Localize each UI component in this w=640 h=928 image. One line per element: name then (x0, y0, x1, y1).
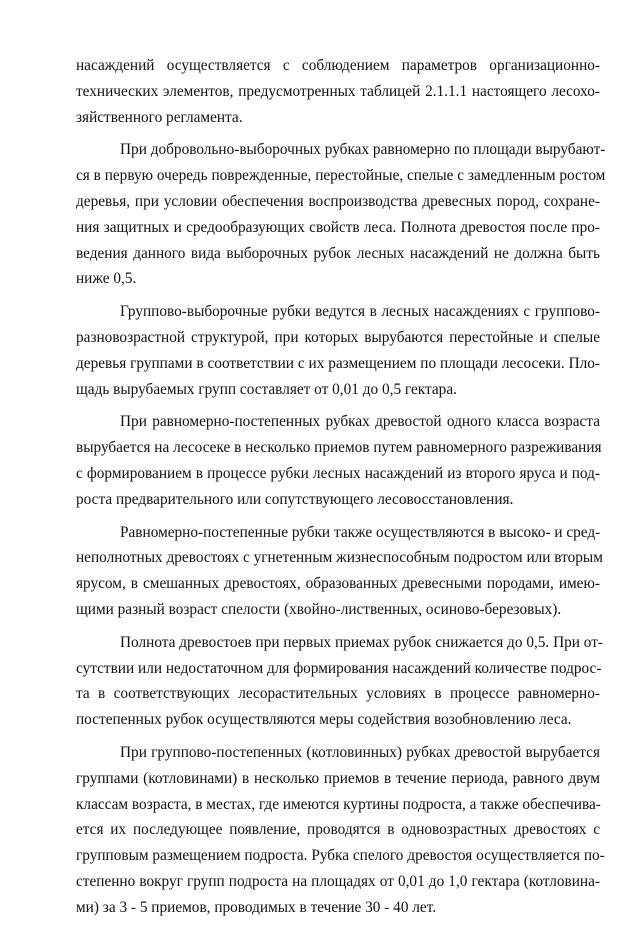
paragraph-5 (76, 520, 603, 623)
paragraph-6 (76, 630, 604, 733)
text-line: степенно вокруг групп подроста на площадях от 0,01 до 1,0 гектара (котловина- (76, 872, 600, 890)
text-line: При равномерно-постепенных рубках древостой одного класса возраста (120, 413, 600, 431)
text-line: разновозрастной структурой, при которых вырубаются перестойные и спелые (76, 328, 600, 346)
text-line: ниже 0,5. (76, 270, 137, 288)
paragraph-1 (76, 53, 600, 130)
document-body (76, 53, 606, 928)
text-line: ведения данного вида выборочных рубок лесных насаждений не должна быть (76, 244, 600, 262)
paragraph-7 (76, 740, 605, 921)
paragraph-2 (76, 137, 606, 292)
text-line: сутствии или недостаточном для формирования насаждений количестве подрос- (76, 659, 602, 677)
text-line: ся в первую очередь поврежденные, перестойные, спелые с замедленным ростом (76, 167, 606, 185)
text-line: При группово-постепенных (котловинных) рубках древостой вырубается (120, 743, 600, 761)
text-line: щими разный возраст спелости (хвойно-лиственных, осиново-березовых). (76, 600, 562, 618)
text-line: роста предварительного или сопутствующего лесовосстановления. (76, 490, 514, 508)
text-line: вырубается на лесосеке в несколько приемов путем равномерного разреживания (76, 439, 602, 457)
text-line: ния защитных и средообразующих свойств леса. Полнота древостоя после про- (76, 218, 600, 236)
text-line: классам возраста, в местах, где имеются куртины подроста, а также обеспечива- (76, 795, 601, 813)
text-line: деревья группами в соответствии с их размещением по площади лесосеки. Пло- (76, 354, 600, 372)
text-line: деревья, при условии обеспечения воспроизводства древесных пород, сохране- (76, 192, 600, 210)
text-line: ми) за 3 - 5 приемов, проводимых в течение 30 - 40 лет. (76, 898, 437, 916)
text-line: группами (котловинами) в несколько приемов в течение периода, равного двум (76, 769, 600, 787)
text-line: ярусом, в смешанных древостоях, образованных древесными породами, имею- (76, 575, 600, 593)
text-line: При добровольно-выборочных рубках равномерно по площади вырубают- (120, 141, 606, 159)
text-line: щадь вырубаемых групп составляет от 0,01 до 0,5 гектара. (76, 380, 457, 398)
text-line: Равномерно-постепенные рубки также осуществляются в высоко- и сред- (120, 523, 601, 541)
text-line: неполнотных древостоях с угнетенным жизнеспособным подростом или вторым (76, 549, 603, 567)
text-line: зяйственного регламента. (76, 108, 243, 126)
text-line: та в соответствующих лесорастительных условиях в процессе равномерно- (76, 685, 600, 703)
text-line: насаждений осуществляется с соблюдением параметров организационно- (76, 57, 600, 74)
paragraph-3 (76, 299, 600, 402)
paragraph-4 (76, 409, 600, 512)
text-line: постепенных рубок осуществляются меры содействия возобновлению леса. (76, 711, 572, 729)
text-line: с формированием в процессе рубки лесных насаждений из второго яруса и под- (76, 464, 600, 482)
text-line: технических элементов, предусмотренных таблицей 2.1.1.1 настоящего лесохо- (76, 82, 600, 100)
text-line: Группово-выборочные рубки ведутся в лесных насаждениях с группово- (120, 303, 600, 321)
text-line: групповым размещением подроста. Рубка спелого древостоя осуществляется по- (76, 847, 605, 865)
text-line: ется их последующее появление, проводятся в одновозрастных древостоях с (76, 821, 600, 839)
text-line: Полнота древостоев при первых приемах рубок снижается до 0,5. При от- (120, 633, 604, 651)
